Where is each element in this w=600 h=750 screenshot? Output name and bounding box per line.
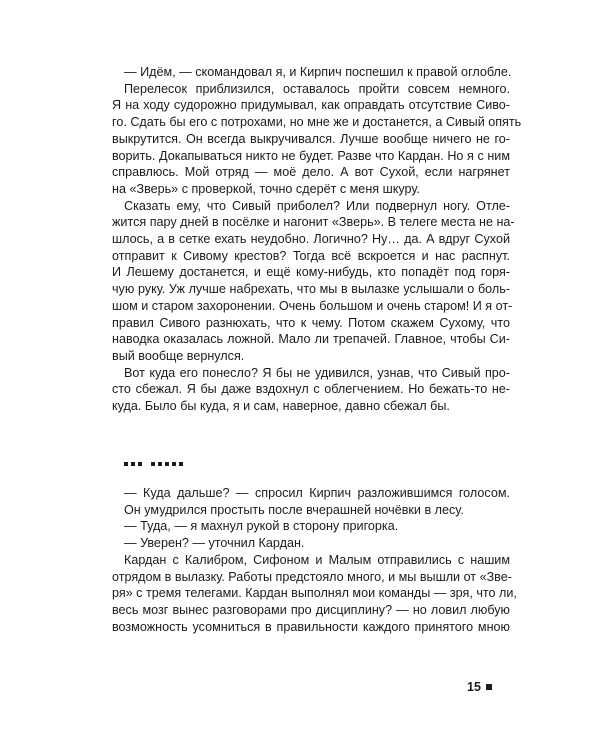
section-divider	[124, 462, 183, 466]
text-line: — Туда, — я махнул рукой в сторону пригорка.	[124, 519, 399, 534]
text-line: ворить. Докапываться никто не будет. Разве что Кардан. Но я с ним	[112, 148, 510, 163]
text-line: вый вообще вернулся.	[112, 348, 245, 363]
text-section-1	[112, 64, 522, 415]
page-number	[467, 680, 492, 694]
text-line: на «Зверь» с проверкой, точно сдерёт с меня шкуру.	[112, 181, 420, 196]
text-line: Вот куда его понесло? Я бы не удивился, узнав, что Сивый про-	[124, 365, 510, 380]
text-line: возможность усомниться в правильности каждого принятого мною	[112, 619, 510, 634]
text-line: куда. Было бы куда, я и сам, наверное, давно сбежал бы.	[112, 399, 450, 414]
text-line: отправит к Сивому крестов? Тогда всё вскроется и нас распнут.	[112, 248, 510, 263]
text-line: — Уверен? — уточнил Кардан.	[124, 536, 305, 551]
text-line: чую руку. Уж лучше набрехать, что мы в вылазке услышали о боль-	[112, 282, 510, 297]
text-line: сто сбежал. Я бы даже вздохнул с облегчением. Но бежать-то не-	[112, 382, 510, 397]
text-line: Кардан с Калибром, Сифоном и Малым отправились с нашим	[124, 552, 510, 567]
text-line: выкрутится. Он всегда выкручивался. Лучше вообще ничего не го-	[112, 131, 510, 146]
text-line: Перелесок приблизился, оставалось пройти совсем немного.	[124, 81, 510, 96]
text-line: — Куда дальше? — спросил Кирпич разложившимся голосом.	[124, 486, 510, 500]
text-line: И Лешему достанется, и ещё кому-нибудь, кто попадёт под горя-	[112, 265, 510, 280]
page-square-mark	[486, 684, 492, 690]
text-line: шлось, а в сетке ехать неудобно. Логично? Ну… да. А вдруг Сухой	[112, 232, 510, 247]
text-line: Я на ходу судорожно придумывал, как оправдать отсутствие Сиво-	[112, 98, 510, 113]
text-line: отрядом в вылазку. Работы предстояло много, и мы вышли от «Зве-	[112, 569, 512, 584]
text-line: шом и старом захоронении. Очень большом и очень старом! И я от-	[112, 298, 513, 313]
text-line: Он умудрился простыть после вчерашней ночёвки в лесу.	[124, 502, 464, 517]
page-number-text: 15	[467, 680, 481, 694]
text-line: Сказать ему, что Сивый приболел? Или подвернул ногу. Отле-	[124, 198, 510, 213]
text-line: — Идём, — скомандовал я, и Кирпич поспешил к правой оглобле.	[124, 65, 512, 79]
text-line: жится пару дней в посёлке и нагонит «Зверь». В телеге места не на-	[112, 215, 515, 230]
text-section-2	[112, 485, 517, 635]
text-line: правил Сивого разнюхать, что к чему. Потом скажем Сухому, что	[112, 315, 510, 330]
text-line: го. Сдать бы его с потрохами, но мне же и достанется, а Сивый опять	[112, 115, 522, 130]
text-line: наводка оказалась ложной. Мало ли трепачей. Главное, чтобы Си-	[112, 332, 510, 347]
text-line: весь мозг вынес разговорами про дисциплину? — но ловил любую	[112, 602, 510, 617]
text-line: ря» с тремя телегами. Кардан выполнял мои команды — зря, что ли,	[112, 586, 517, 601]
text-line: справлюсь. Мой отряд — моё дело. А вот Сухой, если нагрянет	[112, 165, 510, 180]
